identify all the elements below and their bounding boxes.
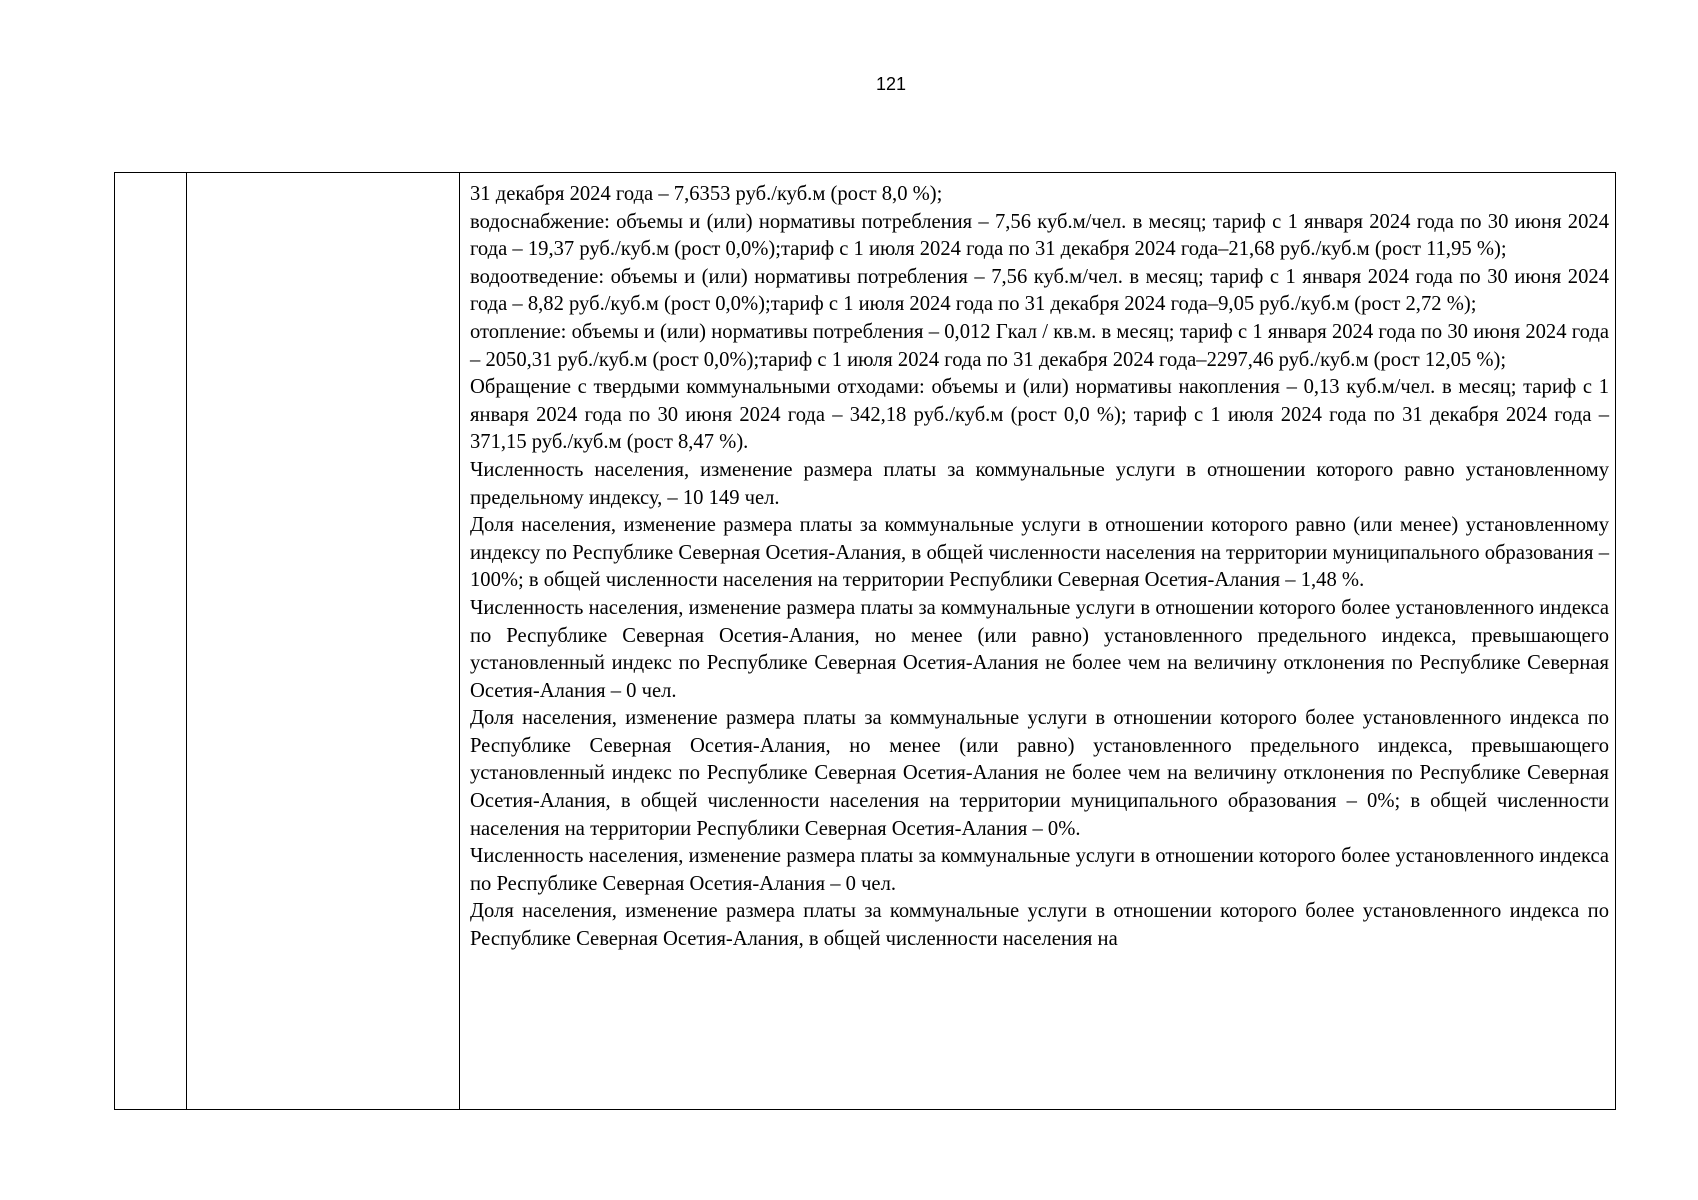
- table-cell-description: [460, 173, 1615, 1109]
- paragraph-heating: отопление: объемы и (или) нормативы потребления – 0,012 Гкал / кв.м. в месяц; тариф с 1 января 2024 года по 30 июня 2024 года – 2050,31 руб./куб.м (рост 0,0%);тариф с 1 июля 2024 года по 31 декабря 2024 года–2297,46 руб./куб.м (рост 12,05 %);: [470, 320, 1609, 371]
- paragraph-water-supply: водоснабжение: объемы и (или) нормативы потребления – 7,56 куб.м/чел. в месяц; тариф с 1 января 2024 года по 30 июня 2024 года – 19,37 руб./куб.м (рост 0,0%);тариф с 1 июля 2024 года по 31 декабря 2024 года–21,68 руб./куб.м (рост 11,95 %);: [470, 210, 1609, 261]
- paragraph-share-over-index: Доля населения, изменение размера платы за коммунальные услуги в отношении которого более установленного индекса по Республике Северная Осетия-Алания, в общей численности населения на: [470, 900, 1609, 951]
- paragraph-population-above-index: Численность населения, изменение размера платы за коммунальные услуги в отношении которого более установленного индекса по Республике Северная Осетия-Алания, но менее (или равно) установленного предельного индекса, превышающего установленный индекс по Республике Северная Осетия-Алания не более чем на величину отклонения по Республике Северная Осетия-Алания – 0 чел.: [470, 596, 1609, 702]
- table-cell-indicator: [187, 173, 460, 1109]
- paragraph-solid-waste: Обращение с твердыми коммунальными отходами: объемы и (или) нормативы накопления – 0,13 куб.м/чел. в месяц; тариф с 1 января 2024 года по 30 июня 2024 года – 342,18 руб./куб.м (рост 0,0 %); тариф с 1 июля 2024 года по 31 декабря 2024 года –371,15 руб./куб.м (рост 8,47 %).: [470, 376, 1609, 454]
- paragraph-population-limit-index: Численность населения, изменение размера платы за коммунальные услуги в отношении которого равно установленному предельному индексу, – 10 149 чел.: [470, 458, 1609, 509]
- page-number: 121: [875, 74, 907, 94]
- document-table: [114, 172, 1616, 1110]
- paragraph-tariff-end: 31 декабря 2024 года – 7,6353 руб./куб.м (рост 8,0 %);: [470, 183, 943, 205]
- paragraph-share-above-index: Доля населения, изменение размера платы за коммунальные услуги в отношении которого более установленного индекса по Республике Северная Осетия-Алания, но менее (или равно) установленного предельного индекса, превышающего установленный индекс по Республике Северная Осетия-Алания не более чем на величину отклонения по Республике Северная Осетия-Алания, в общей численности населения на территории муниципального образования – 0%; в общей численности населения на территории Республики Северная Осетия-Алания – 0%.: [470, 707, 1609, 840]
- table-cell-number: [115, 173, 187, 1109]
- paragraph-population-over-index: Численность населения, изменение размера платы за коммунальные услуги в отношении которого более установленного индекса по Республике Северная Осетия-Алания – 0 чел.: [470, 845, 1609, 895]
- paragraph-water-disposal: водоотведение: объемы и (или) нормативы потребления – 7,56 куб.м/чел. в месяц; тариф с 1 января 2024 года по 30 июня 2024 года – 8,82 руб./куб.м (рост 0,0%);тариф с 1 июля 2024 года по 31 декабря 2024 года–9,05 руб./куб.м (рост 2,72 %);: [470, 265, 1609, 316]
- paragraph-share-equal-index: Доля населения, изменение размера платы за коммунальные услуги в отношении которого равно (или менее) установленному индексу по Республике Северная Осетия-Алания, в общей численности населения на территории муниципального образования – 100%; в общей численности населения на территории Республики Северная Осетия-Алания – 1,48 %.: [470, 514, 1609, 592]
